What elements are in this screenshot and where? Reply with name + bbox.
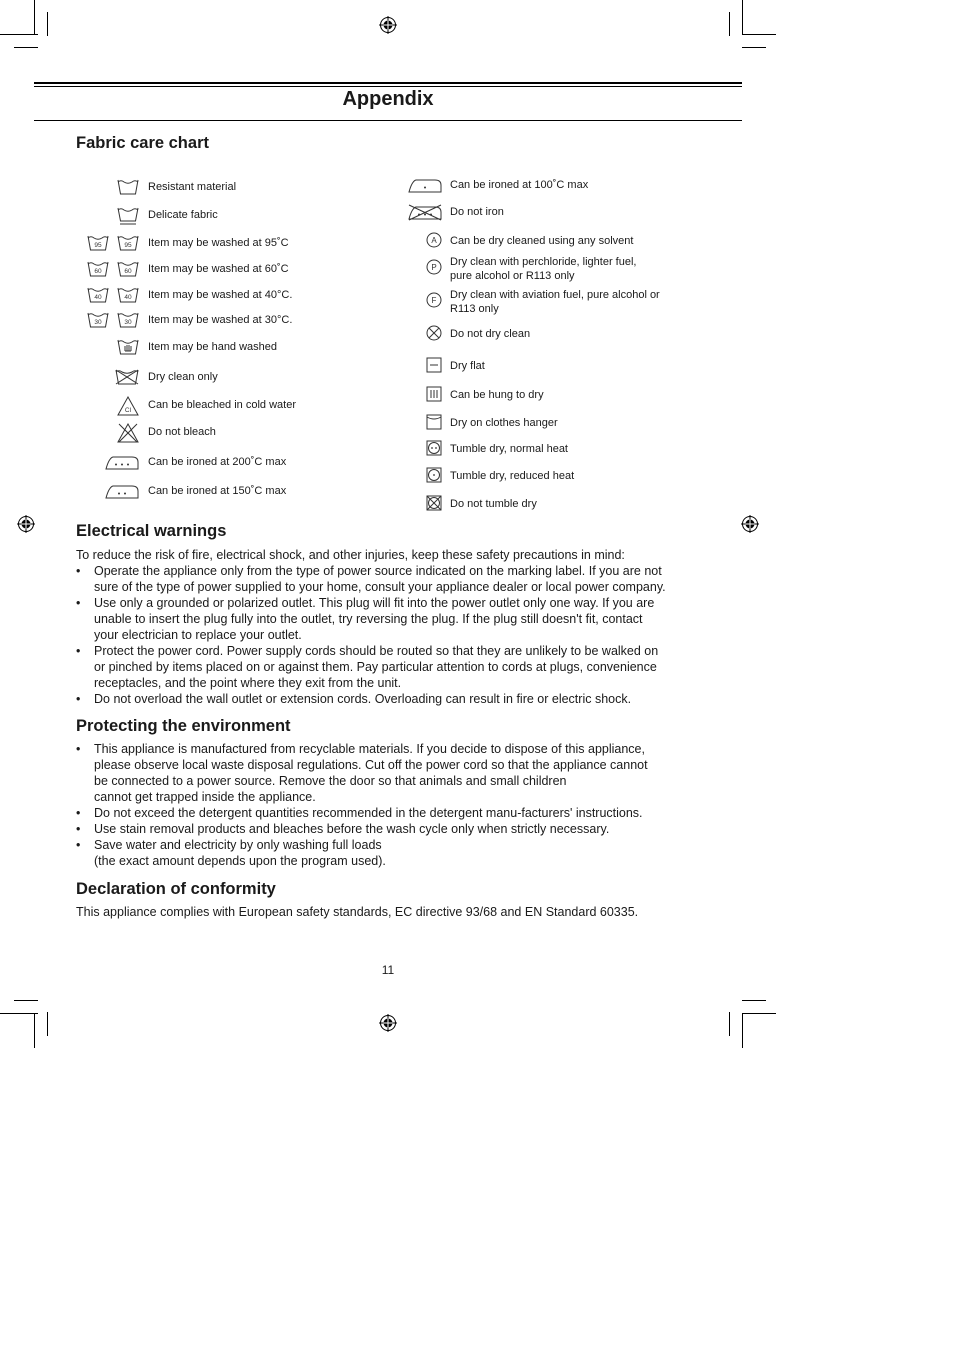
care-chart-label-line: Item may be washed at 95˚C: [148, 237, 289, 249]
care-chart-label: [450, 359, 485, 373]
list-item-line: cannot get trapped inside the appliance.: [94, 790, 316, 804]
care-chart-label-line: Can be dry cleaned using any solvent: [450, 235, 634, 247]
tumble-dry-reduced-icon: [426, 467, 442, 483]
crop-mark: [729, 1012, 730, 1036]
list-item-line: be connected to a power source. Remove the door so that animals and small children: [94, 774, 567, 788]
care-chart-label: [148, 288, 292, 302]
list-item-line: • Do not exceed the detergent quantities recommended in the detergent manu-facturers' instructions.: [94, 806, 643, 820]
care-chart-label-line: Do not iron: [450, 206, 504, 218]
hang-to-dry-icon: [426, 386, 442, 402]
electrical-warnings-heading: Electrical warnings: [76, 522, 227, 540]
svg-text:40: 40: [94, 294, 102, 301]
list-item-line: your electrician to replace your outlet.: [94, 628, 302, 642]
list-item-line: • This appliance is manufactured from recyclable materials. If you decide to dispose of this appliance,: [94, 742, 645, 756]
clothes-hanger-dry-icon: [426, 414, 442, 430]
bleach-cold-icon: [117, 396, 139, 416]
care-chart-label-line: Resistant material: [148, 181, 237, 193]
care-chart-label-line: Do not bleach: [148, 426, 216, 438]
crop-mark: [47, 1012, 48, 1036]
delicate-wash-tub-icon: [117, 206, 139, 226]
svg-text:30: 30: [94, 319, 102, 326]
care-chart-label-line: Can be ironed at 100˚C max: [450, 179, 589, 191]
list-item-line: • Do not overload the wall outlet or extension cords. Overloading can result in fire or electric shock.: [94, 692, 632, 706]
crop-mark: [34, 0, 35, 34]
list-item-line: • Use stain removal products and bleaches before the wash cycle only when strictly necessary.: [94, 822, 610, 836]
svg-text:60: 60: [94, 268, 102, 275]
registration-mark-icon: [379, 16, 397, 34]
crop-mark: [14, 47, 38, 48]
care-chart-label-line: Dry clean with aviation fuel, pure alcohol or: [450, 289, 660, 301]
care-chart-label: [450, 327, 530, 341]
care-chart-label: [148, 340, 277, 354]
crop-mark: [729, 12, 730, 36]
hand-wash-icon: [117, 338, 139, 356]
care-chart-label-line: Item may be washed at 30°C.: [148, 314, 293, 326]
electrical-warnings-list: [76, 563, 696, 707]
environment-heading: Protecting the environment: [76, 717, 291, 735]
list-item: [76, 805, 696, 821]
page-number: 11: [381, 963, 395, 977]
wash-60-icon: [87, 260, 109, 278]
list-item: [76, 595, 696, 643]
fabric-care-heading: Fabric care chart: [76, 134, 209, 152]
care-chart-label: [450, 442, 568, 456]
care-chart-label: [148, 484, 286, 498]
crop-mark: [0, 1013, 38, 1014]
care-chart-label-line: Do not dry clean: [450, 328, 531, 340]
list-item-line: • Protect the power cord. Power supply cords should be routed so that they are unlikely to be walked on: [94, 644, 659, 658]
dry-clean-only-icon: [115, 368, 139, 386]
crop-mark: [742, 1014, 743, 1048]
wash-95-icon: [87, 234, 109, 252]
list-item: [76, 691, 696, 707]
care-chart-label: [450, 255, 636, 283]
list-item: [76, 741, 696, 805]
list-item-line: or pinched by items placed on or against them. Pay particular attention to cords at plugs, convenience: [94, 660, 657, 674]
dry-clean-any-solvent-icon: [426, 232, 442, 248]
dry-flat-icon: [426, 357, 442, 373]
care-chart-label: [450, 416, 558, 430]
header-rule: [34, 86, 742, 87]
crop-mark: [14, 1000, 38, 1001]
list-item: [76, 643, 696, 691]
care-chart-label: [450, 288, 660, 316]
svg-text:F: F: [431, 296, 437, 305]
wash-tub-icon: [117, 178, 139, 196]
care-chart-label-line: Do not tumble dry: [450, 498, 537, 510]
care-chart-label: [450, 469, 574, 483]
wash-40-icon: [87, 286, 109, 304]
dry-clean-perchloride-icon: [426, 259, 442, 275]
svg-text:A: A: [431, 236, 437, 245]
care-chart-label: [450, 497, 537, 511]
care-chart-label-line: Dry clean only: [148, 371, 218, 383]
wash-60-icon: [117, 260, 139, 278]
registration-mark-icon: [17, 515, 35, 533]
do-not-iron-icon: [408, 203, 442, 221]
care-chart-label-line: Tumble dry, normal heat: [450, 443, 568, 455]
crop-mark: [742, 34, 776, 35]
wash-30-icon: [87, 311, 109, 329]
care-chart-label: [148, 425, 216, 439]
header-rule: [34, 82, 742, 84]
care-chart-label: [450, 388, 544, 402]
crop-mark: [47, 12, 48, 36]
electrical-warnings-intro: To reduce the risk of fire, electrical shock, and other injuries, keep these safety precautions in mind:: [76, 548, 625, 562]
page-title: Appendix: [342, 88, 434, 110]
declaration-text: This appliance complies with European safety standards, EC directive 93/68 and EN Standard 60335.: [76, 905, 639, 919]
care-chart-label-line: Can be ironed at 150˚C max: [148, 485, 287, 497]
care-chart-label-line: Dry on clothes hanger: [450, 417, 558, 429]
list-item-line: • Save water and electricity by only washing full loads: [94, 838, 382, 852]
care-chart-label: [148, 398, 296, 412]
svg-text:60: 60: [124, 268, 132, 275]
care-chart-label: [148, 180, 236, 194]
environment-list: [76, 741, 696, 869]
care-chart-label-line: Item may be hand washed: [148, 341, 278, 353]
iron-100-icon: [408, 176, 442, 194]
crop-mark: [742, 47, 766, 48]
svg-text:P: P: [431, 263, 437, 272]
svg-text:30: 30: [124, 319, 132, 326]
care-chart-label-line: Dry flat: [450, 360, 485, 372]
care-chart-label-line: Item may be washed at 40°C.: [148, 289, 293, 301]
list-item-line: • Operate the appliance only from the type of power source indicated on the marking label. If you are not: [94, 564, 662, 578]
crop-mark: [0, 34, 38, 35]
care-chart-label: [450, 234, 633, 248]
list-item: [76, 837, 696, 869]
care-chart-label-line: pure alcohol or R113 only: [450, 270, 575, 282]
list-item-line: unable to insert the plug fully into the outlet, try reversing the plug. If the plug still doesn't fit, contact: [94, 612, 643, 626]
care-chart-label-line: Delicate fabric: [148, 209, 218, 221]
crop-mark: [742, 1000, 766, 1001]
care-chart-label: [148, 313, 292, 327]
care-chart-label: [450, 178, 588, 192]
list-item-line: sure of the type of power supplied to your home, consult your appliance dealer or local power company.: [94, 580, 666, 594]
svg-text:95: 95: [94, 242, 102, 249]
do-not-tumble-dry-icon: [426, 495, 442, 511]
list-item-line: please observe local waste disposal regulations. Cut off the power cord so that the appliance cannot: [94, 758, 648, 772]
declaration-heading: Declaration of conformity: [76, 880, 276, 898]
do-not-bleach-icon: [117, 423, 139, 443]
care-chart-label: [148, 236, 289, 250]
care-chart-label-line: Can be ironed at 200˚C max: [148, 456, 287, 468]
crop-mark: [742, 1013, 776, 1014]
list-item: [76, 821, 696, 837]
list-item-line: (the exact amount depends upon the program used).: [94, 854, 386, 868]
svg-text:95: 95: [124, 242, 132, 249]
care-chart-label: [148, 370, 218, 384]
dry-clean-aviation-icon: [426, 292, 442, 308]
crop-mark: [34, 1014, 35, 1048]
care-chart-label-line: Tumble dry, reduced heat: [450, 470, 575, 482]
tumble-dry-normal-icon: [426, 440, 442, 456]
title-rule: [34, 120, 742, 121]
wash-40-icon: [117, 286, 139, 304]
list-item-line: • Use only a grounded or polarized outlet. This plug will fit into the power outlet only one way. If you are: [94, 596, 655, 610]
care-chart-label: [148, 455, 286, 469]
do-not-dry-clean-icon: [426, 325, 442, 341]
care-chart-label-line: Can be hung to dry: [450, 389, 544, 401]
care-chart-label: [450, 205, 504, 219]
care-chart-label-line: R113 only: [450, 303, 499, 315]
svg-text:40: 40: [124, 294, 132, 301]
crop-mark: [742, 0, 743, 34]
registration-mark-icon: [379, 1014, 397, 1032]
care-chart-label-line: Dry clean with perchloride, lighter fuel,: [450, 256, 637, 268]
care-chart-label-line: Item may be washed at 60˚C: [148, 263, 289, 275]
list-item-line: receptacles, and the point where they exit from the unit.: [94, 676, 402, 690]
iron-200-icon: [105, 453, 139, 471]
wash-95-icon: [117, 234, 139, 252]
care-chart-label-line: Can be bleached in cold water: [148, 399, 296, 411]
registration-mark-icon: [741, 515, 759, 533]
care-chart-label: [148, 208, 218, 222]
svg-text:Cl: Cl: [124, 407, 132, 414]
list-item: [76, 563, 696, 595]
wash-30-icon: [117, 311, 139, 329]
iron-150-icon: [105, 482, 139, 500]
care-chart-label: [148, 262, 289, 276]
